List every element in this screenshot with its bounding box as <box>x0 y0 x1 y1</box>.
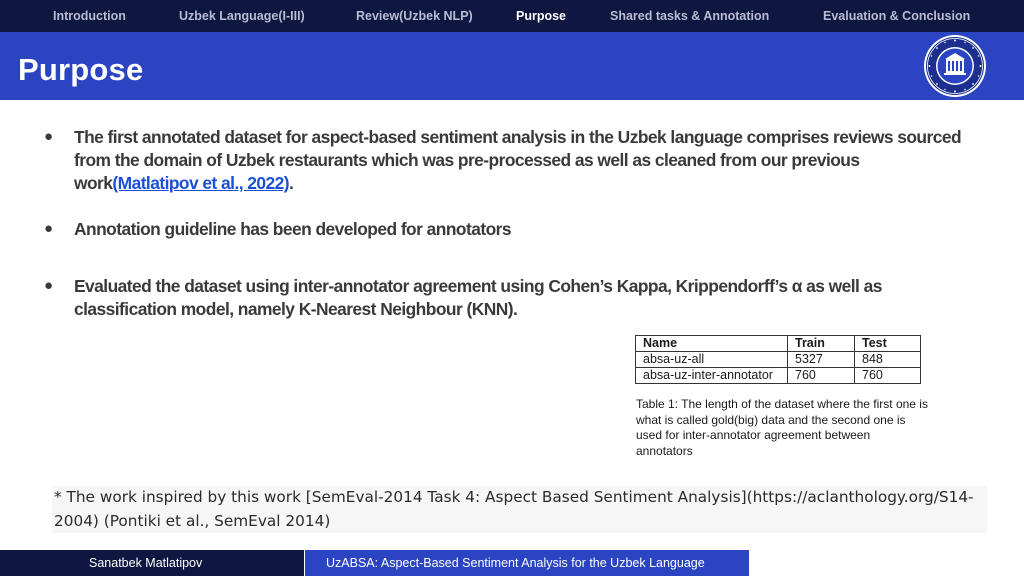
table-cell: absa-uz-all <box>636 352 788 368</box>
citation-link[interactable]: (Matlatipov et al., 2022) <box>112 173 290 193</box>
bullet-dot-icon: ● <box>44 220 54 237</box>
nav-shared-tasks-annotation[interactable]: Shared tasks & Annotation <box>610 9 770 23</box>
table-header-train: Train <box>788 336 855 352</box>
table-cell: 760 <box>855 368 921 384</box>
footer-author-bar <box>0 550 304 576</box>
bullet-1-text: The first annotated dataset for aspect-based sentiment analysis in the Uzbek language comprises reviews sourced from the domain of Uzbek restaurants which was pre-processed as well as cleaned from our previous work <box>74 127 962 193</box>
dataset-table <box>635 335 921 384</box>
nav-introduction[interactable]: Introduction <box>53 9 126 23</box>
bullet-1-end: . <box>289 173 294 193</box>
footnote: * The work inspired by this work [SemEval-2014 Task 4: Aspect Based Sentiment Analysis](https://aclanthology.org/S14-2004) (Pontiki et al., SemEval 2014) <box>52 486 987 533</box>
bullet-3-text: Evaluated the dataset using inter-annotator agreement using Cohen’s Kappa, Krippendorff’s α as well as classification model, namely K-Nearest Neighbour (KNN). <box>74 276 882 319</box>
university-seal-icon <box>923 34 987 98</box>
table-cell: 5327 <box>788 352 855 368</box>
nav-purpose[interactable]: Purpose <box>516 9 567 23</box>
table-row <box>636 352 921 368</box>
nav-evaluation-conclusion[interactable]: Evaluation & Conclusion <box>823 9 971 23</box>
table-cell: absa-uz-inter-annotator <box>636 368 788 384</box>
bullet-dot-icon: ● <box>44 277 54 294</box>
page-title: Purpose <box>18 52 144 87</box>
table-header-test: Test <box>855 336 921 352</box>
table-cell: 760 <box>788 368 855 384</box>
footer-title-bar <box>305 550 749 576</box>
bullet-2-text: Annotation guideline has been developed for annotators <box>74 219 511 239</box>
footer-talk-title: UzABSA: Aspect-Based Sentiment Analysis for the Uzbek Language <box>326 556 705 570</box>
nav-review-uzbek-nlp[interactable]: Review(Uzbek NLP) <box>356 9 473 23</box>
title-band <box>0 32 1024 100</box>
nav-uzbek-language[interactable]: Uzbek Language(I-III) <box>179 9 305 23</box>
table-header-name: Name <box>636 336 788 352</box>
table-header-row <box>636 336 921 352</box>
table-row <box>636 368 921 384</box>
bullet-dot-icon: ● <box>44 128 54 145</box>
top-navigation <box>0 0 1024 32</box>
table-cell: 848 <box>855 352 921 368</box>
bullet-text <box>74 126 979 195</box>
footer-author: Sanatbek Matlatipov <box>89 556 203 570</box>
table-caption: Table 1: The length of the dataset where the first one is what is called gold(big) data and the second one is used for inter-annotator agreement between annotators <box>636 397 928 458</box>
